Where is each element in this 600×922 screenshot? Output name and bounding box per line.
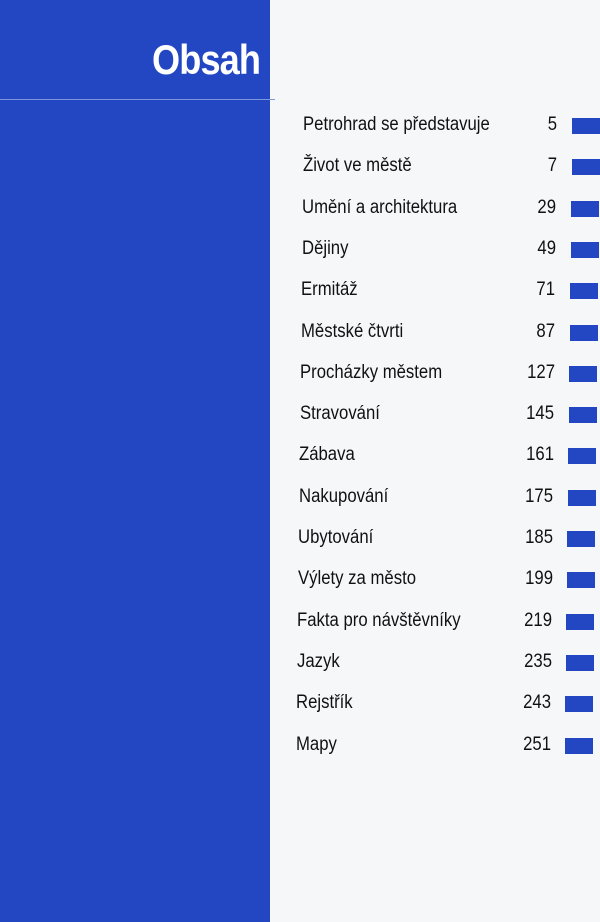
section-tab-marker [572, 118, 600, 134]
toc-entry[interactable] [297, 647, 600, 677]
section-tab-marker [571, 201, 599, 217]
toc-page-number: 71 [536, 279, 556, 301]
section-tab-marker [571, 242, 599, 258]
section-tab-marker [570, 283, 598, 299]
section-tab-marker [569, 407, 597, 423]
toc-entry[interactable] [296, 730, 600, 760]
toc-label: Umění a architektura [302, 196, 458, 218]
toc-page-number: 5 [547, 114, 557, 135]
toc-label: Městské čtvrti [300, 320, 403, 342]
toc-page-number: 185 [525, 527, 553, 548]
toc-label: Rejstřík [296, 692, 354, 714]
section-tab-marker [565, 738, 593, 754]
toc-entry[interactable] [302, 193, 600, 223]
title-rule [0, 99, 275, 100]
toc-label: Petrohrad se představuje [303, 114, 490, 135]
toc-entry[interactable] [299, 482, 600, 512]
section-tab-marker [568, 490, 596, 506]
toc-label: Dějiny [301, 237, 349, 259]
toc-page-number: 87 [536, 320, 555, 342]
section-tab-marker [570, 325, 598, 341]
toc-label: Výlety za město [297, 568, 416, 590]
toc-page-number: 29 [537, 196, 557, 218]
toc-entry[interactable] [296, 688, 600, 718]
toc-label: Zábava [299, 444, 356, 466]
toc-label: Fakta pro návštěvníky [297, 609, 461, 631]
toc-page-number: 49 [537, 237, 556, 259]
toc-label: Ermitáž [301, 279, 358, 301]
toc-entry[interactable] [303, 110, 600, 140]
toc-entry[interactable] [297, 606, 600, 636]
section-tab-marker [572, 159, 600, 175]
toc-label: Procházky městem [300, 361, 443, 383]
toc-entry[interactable] [301, 275, 600, 305]
toc-entry[interactable] [301, 317, 600, 347]
toc-label: Mapy [296, 733, 337, 755]
toc-label: Nakupování [298, 485, 389, 507]
section-tab-marker [566, 614, 594, 630]
toc-entry[interactable] [298, 564, 600, 594]
toc-entry[interactable] [299, 440, 600, 470]
toc-label: Život ve městě [302, 155, 412, 177]
toc-entry[interactable] [300, 399, 600, 429]
toc-label: Jazyk [296, 650, 340, 672]
toc-entry[interactable] [302, 234, 600, 264]
section-tab-marker [567, 572, 595, 588]
section-tab-marker [568, 448, 596, 464]
toc-page-number: 235 [523, 650, 552, 672]
toc-page-number: 219 [524, 609, 553, 631]
section-tab-marker [567, 531, 595, 547]
section-tab-marker [569, 366, 597, 382]
toc-entry[interactable] [300, 358, 600, 388]
toc-page-number: 161 [525, 444, 554, 466]
toc-page-number: 251 [523, 733, 551, 755]
toc-page-number: 243 [523, 692, 552, 714]
section-tab-marker [566, 655, 594, 671]
toc-page-number: 199 [524, 568, 553, 590]
section-tab-marker [565, 696, 593, 712]
toc-entry[interactable] [298, 523, 600, 553]
toc-entry[interactable] [303, 151, 600, 181]
toc-page-number: 7 [547, 155, 557, 177]
toc-page-number: 127 [526, 361, 555, 383]
blue-side-panel [0, 0, 270, 922]
toc-label: Stravování [299, 403, 380, 425]
toc-label: Ubytování [298, 527, 374, 548]
page-title: Obsah [152, 36, 261, 83]
toc-page-number: 175 [525, 485, 554, 507]
toc-page-number: 145 [526, 403, 555, 425]
